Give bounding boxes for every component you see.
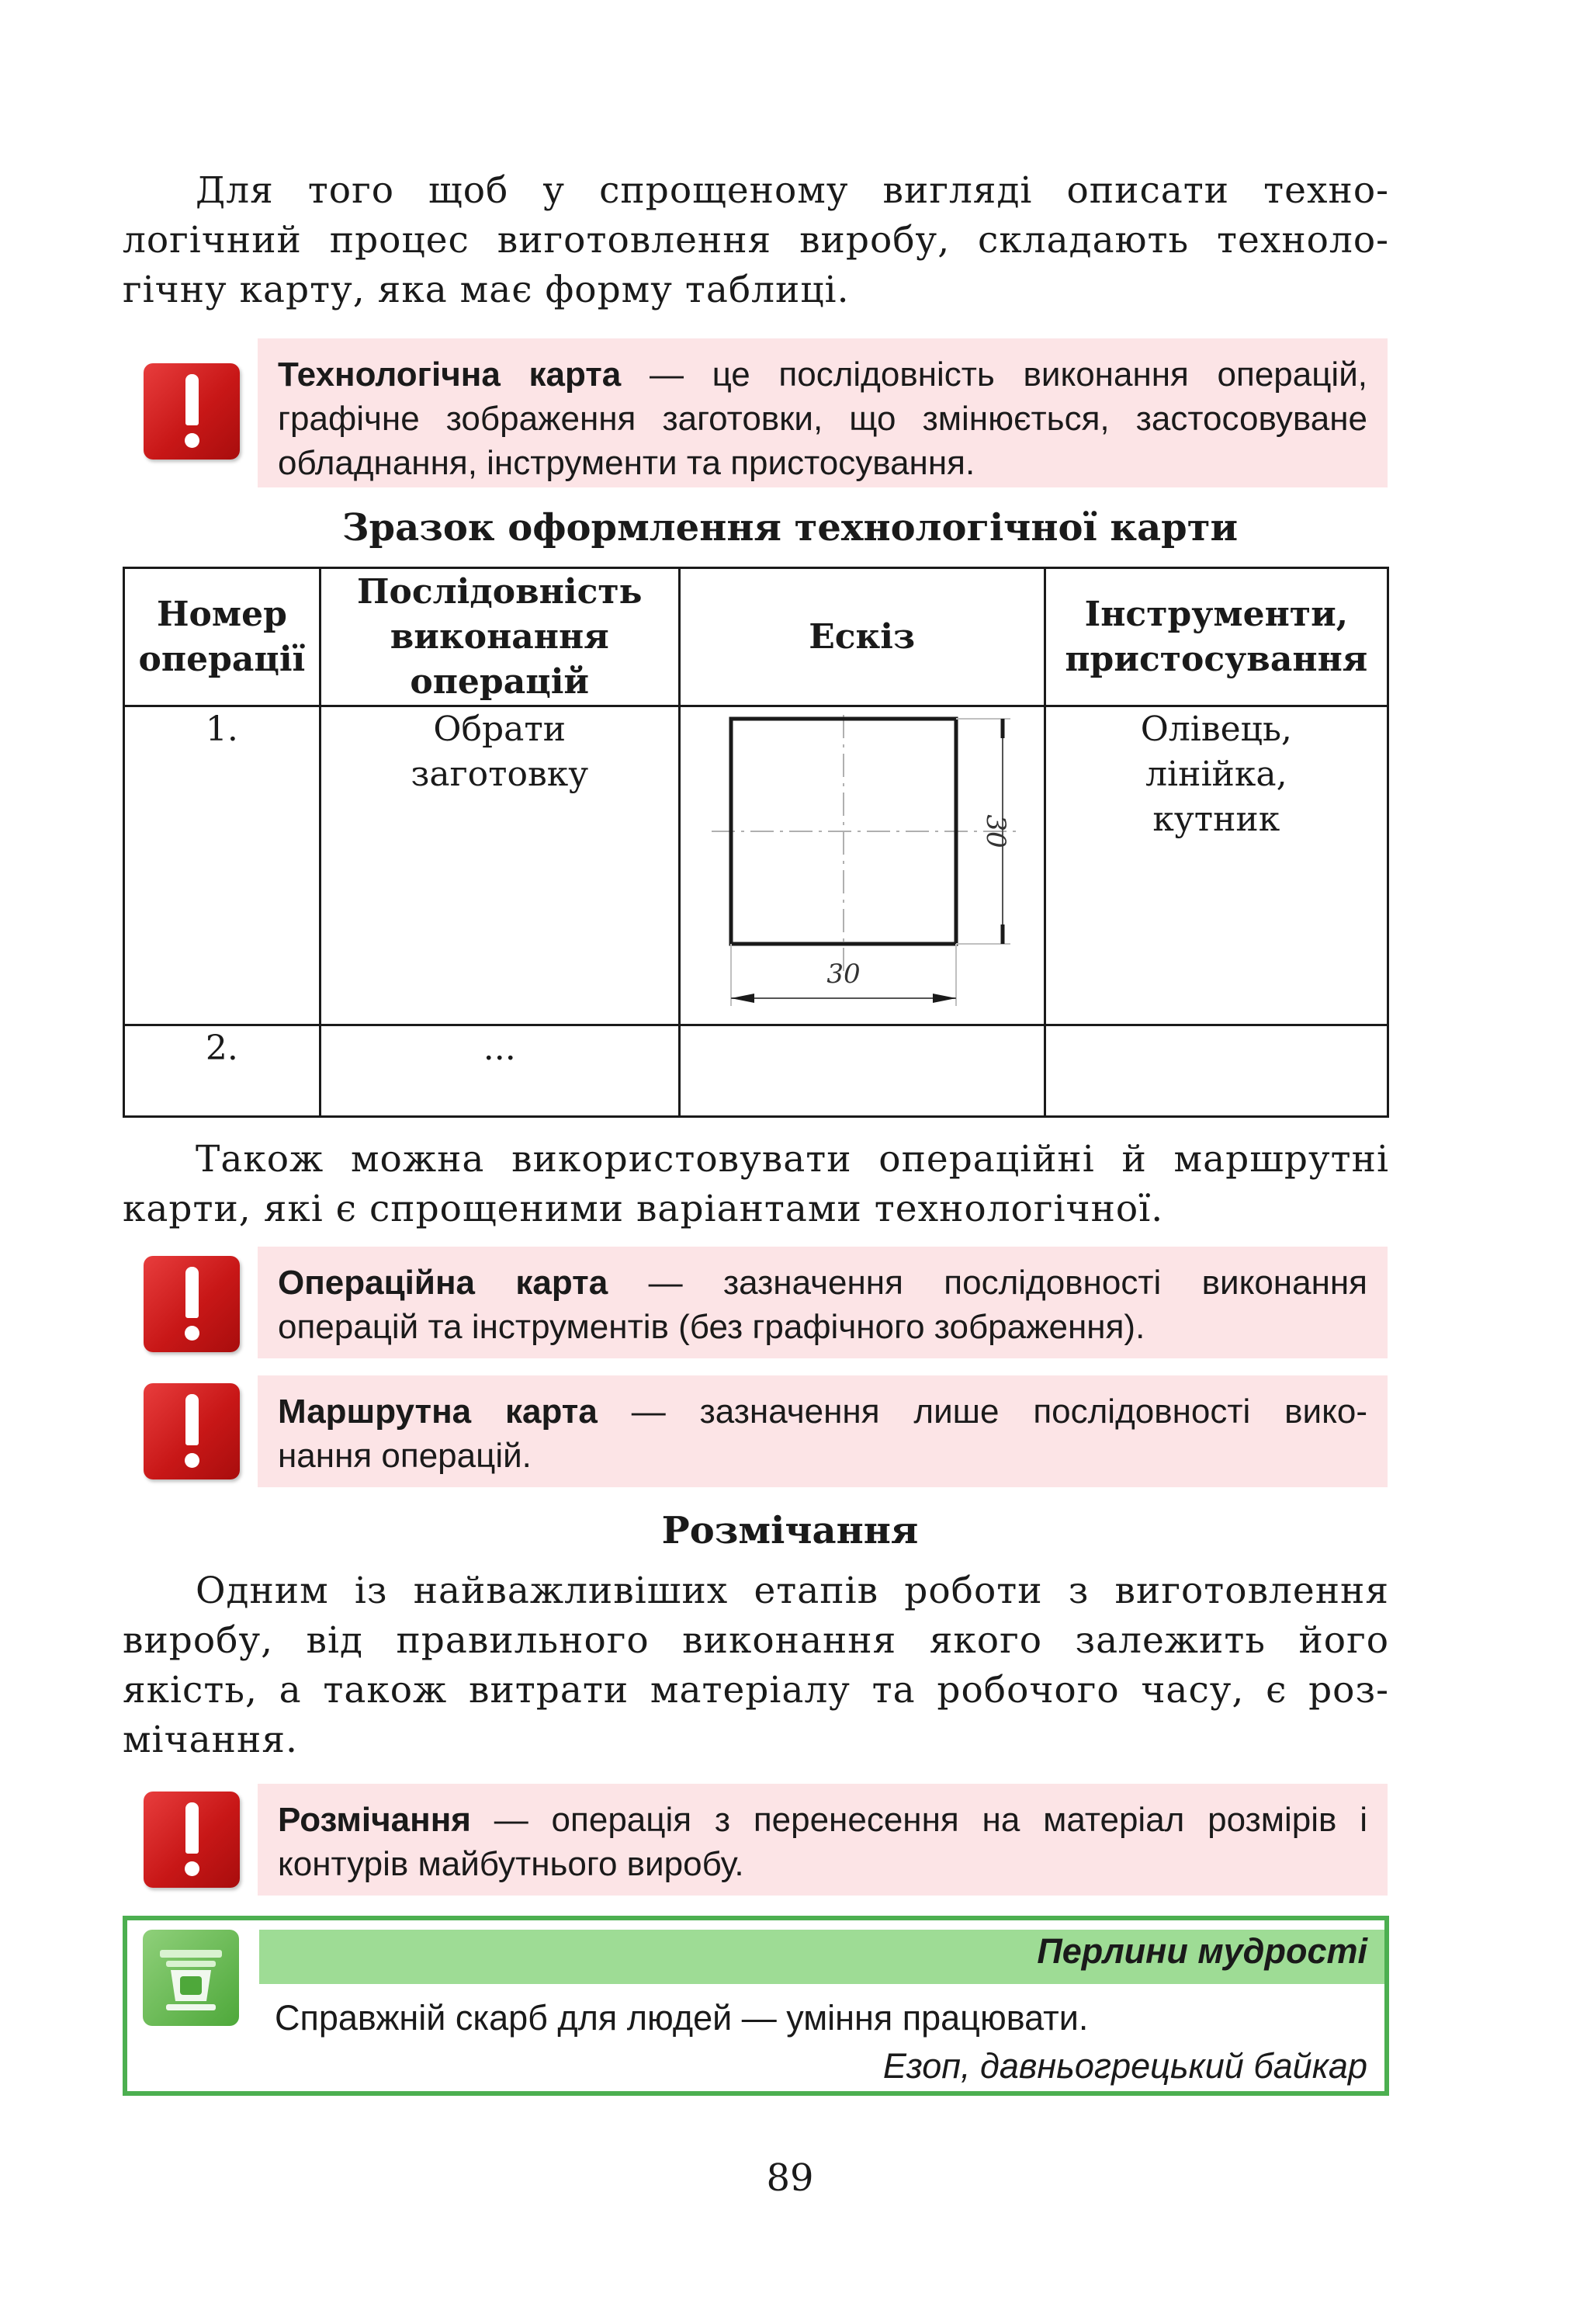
definition-term: Розмічання — [278, 1801, 471, 1839]
definition-text: контурів майбутнього виробу. — [278, 1845, 744, 1883]
definition-text: обладнання, інструменти та пристосування. — [278, 444, 975, 482]
cell-operation: Обрати заготовку — [320, 706, 679, 1025]
cell-number: 2. — [124, 1025, 321, 1117]
exclamation-icon — [144, 1256, 240, 1352]
page-number: 89 — [766, 2156, 814, 2200]
cell-sketch — [679, 706, 1045, 1025]
section-line: Одним із найважливіших етапів роботи з виготовлення — [196, 1570, 1389, 1612]
section-title: Розмічання — [661, 1509, 919, 1552]
definition-text: — це послідовність виконання операцій, — [649, 356, 1368, 394]
wisdom-box — [123, 1916, 1389, 2096]
cell-tools — [1045, 1025, 1388, 1117]
section-line: якість, а також витрати матеріалу та робочого часу, є роз- — [123, 1669, 1389, 1712]
definition-text: — зазначення послідовності виконання — [648, 1264, 1367, 1302]
definition-text: операцій та інструментів (без графічного зображення). — [278, 1308, 1145, 1346]
intro-line: логічний процес виготовлення виробу, складають техноло- — [123, 219, 1389, 262]
wisdom-author: Езоп, давньогрецький байкар — [882, 2046, 1367, 2086]
also-paragraph — [123, 1135, 1389, 1234]
blank-sketch — [681, 707, 1044, 1024]
header-tools: Інструменти, пристосування — [1045, 568, 1388, 706]
definition-tech-card — [258, 338, 1388, 487]
header-sequence: Послідовність виконання операцій — [320, 568, 679, 706]
also-line: Також можна використовувати операційні й маршрутні — [196, 1138, 1389, 1181]
definition-text: нання операцій. — [278, 1437, 532, 1475]
wisdom-icon — [143, 1930, 239, 2026]
wisdom-quote: Справжній скарб для людей — уміння працювати. — [275, 1998, 1089, 2038]
definition-text: — зазначення лише послідовності вико- — [631, 1393, 1367, 1431]
section-line: виробу, від правильного виконання якого залежить його — [123, 1619, 1389, 1662]
tech-card-table — [123, 567, 1389, 1118]
intro-paragraph — [123, 166, 1389, 315]
definition-route-card — [258, 1375, 1388, 1487]
exclamation-icon — [144, 1792, 240, 1888]
table-row — [124, 706, 1388, 1025]
intro-line: Для того щоб у спрощеному вигляді описати техно- — [196, 169, 1389, 212]
intro-line: гічну карту, яка має форму таблиці. — [123, 269, 850, 311]
also-line: карти, які є спрощеними варіантами технологічної. — [123, 1188, 1164, 1230]
definition-operation-card — [258, 1247, 1388, 1358]
definition-term: Операційна карта — [278, 1264, 608, 1302]
exclamation-icon — [144, 363, 240, 460]
cell-number: 1. — [124, 706, 321, 1025]
definition-text: — операція з перенесення на матеріал розмірів і — [494, 1801, 1367, 1839]
table-caption: Зразок оформлення технологічної карти — [341, 506, 1239, 550]
definition-term: Маршрутна карта — [278, 1393, 598, 1431]
section-line: мічання. — [123, 1719, 298, 1761]
header-sketch: Ескіз — [679, 568, 1045, 706]
dimension-height: 30 — [979, 814, 1011, 848]
definition-marking — [258, 1784, 1388, 1896]
dimension-width: 30 — [826, 959, 861, 990]
wisdom-title: Перлини мудрості — [1037, 1931, 1367, 1971]
table-header-row — [124, 568, 1388, 706]
definition-text: графічне зображення заготовки, що змінюється, застосовуване — [278, 400, 1367, 438]
table-row — [124, 1025, 1388, 1117]
header-number: Номер операції — [124, 568, 321, 706]
definition-term: Технологічна карта — [278, 356, 622, 394]
cell-sketch — [679, 1025, 1045, 1117]
exclamation-icon — [144, 1383, 240, 1479]
section-paragraph — [123, 1566, 1389, 1765]
cell-tools: Олівець, лінійка, кутник — [1045, 706, 1388, 1025]
cell-operation: ... — [320, 1025, 679, 1117]
